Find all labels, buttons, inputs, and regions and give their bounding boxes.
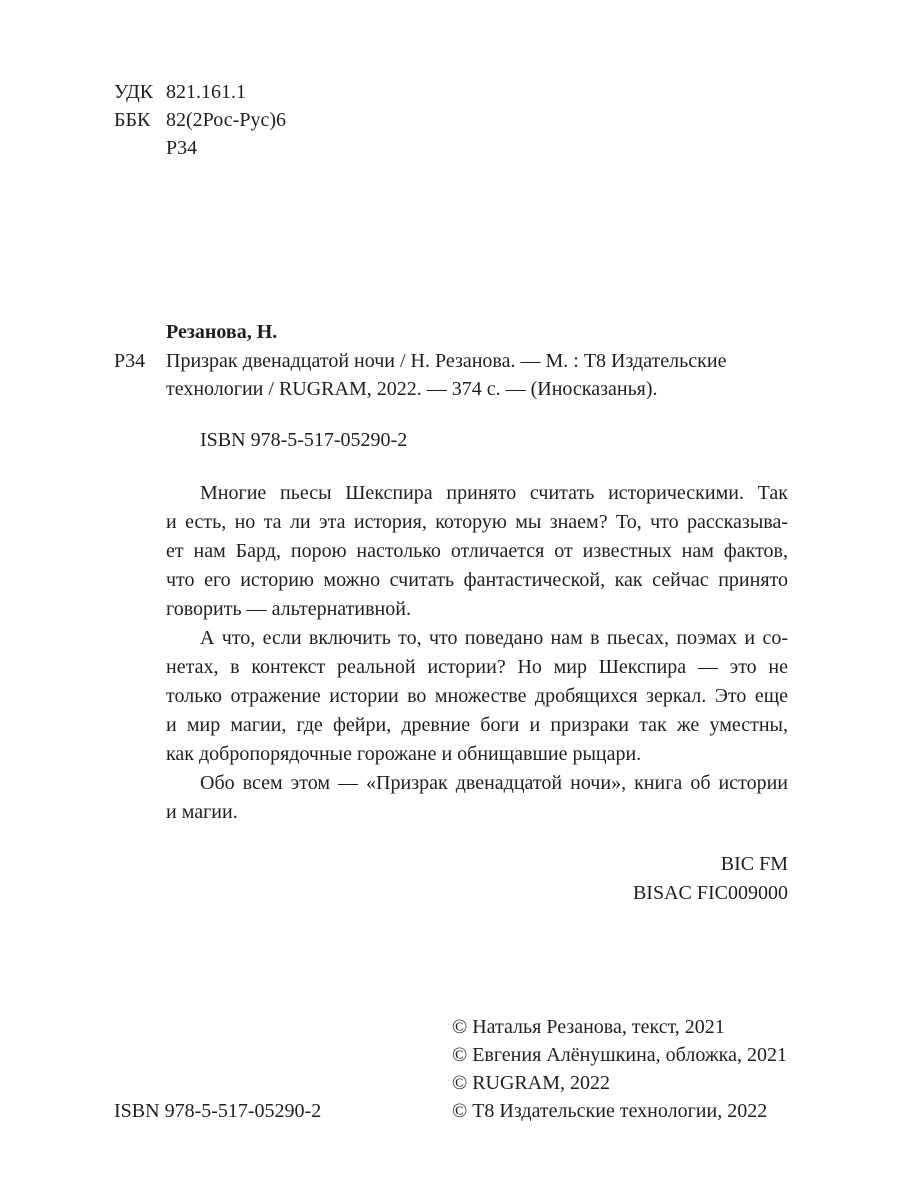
udk-label: УДК	[114, 81, 154, 103]
annotation-line: ет нам Бард, порою настолько отличается от известных нам фактов,	[166, 540, 788, 562]
annotation	[166, 479, 788, 827]
annotation-line: и мир магии, где фейри, древние боги и призраки так же уместны,	[166, 714, 788, 736]
annotation-line: как добропорядочные горожане и обнищавшие рыцари.	[166, 743, 642, 765]
bibliographic-description	[166, 347, 788, 403]
author-code-side: Р34	[114, 350, 146, 372]
annotation-line: только отражение истории во множестве дробящихся зеркал. Это еще	[166, 685, 788, 707]
annotation-line: что его историю можно считать фантастической, как сейчас принято	[166, 569, 788, 591]
annotation-line: нетах, в контекст реальной истории? Но мир Шекспира — это не	[166, 656, 788, 678]
bib-line: Призрак двенадцатой ночи / Н. Резанова. — М. : Т8 Издательские	[166, 350, 727, 372]
author-code-top: Р34	[166, 137, 198, 159]
copyright-line: © Т8 Издательские технологии, 2022	[452, 1100, 768, 1122]
isbn-record: ISBN 978-5-517-05290-2	[200, 429, 408, 451]
udk-value: 821.161.1	[166, 81, 246, 103]
copyright-line: © RUGRAM, 2022	[452, 1072, 610, 1094]
bic-code: BIC FM	[720, 853, 788, 875]
bib-line: технологии / RUGRAM, 2022. — 374 с. — (Иносказанья).	[166, 378, 658, 400]
annotation-line: Многие пьесы Шекспира принято считать историческими. Так	[200, 482, 788, 504]
bbk-label: ББК	[114, 109, 151, 131]
author-name: Резанова, Н.	[166, 321, 278, 343]
copyright-line: © Наталья Резанова, текст, 2021	[452, 1016, 725, 1038]
isbn-bottom: ISBN 978-5-517-05290-2	[114, 1100, 322, 1122]
annotation-line: и магии.	[166, 801, 238, 823]
annotation-line: и есть, но та ли эта история, которую мы знаем? То, что рассказыва-	[166, 511, 788, 533]
bisac-code: BISAC FIC009000	[632, 882, 788, 904]
annotation-line: Обо всем этом — «Призрак двенадцатой ночи», книга об истории	[200, 772, 788, 794]
copyright-line: © Евгения Алёнушкина, обложка, 2021	[452, 1044, 787, 1066]
annotation-line: А что, если включить то, что поведано нам в пьесах, поэмах и со-	[200, 627, 788, 649]
subject-codes	[633, 850, 788, 908]
copyright-block	[452, 1013, 787, 1125]
annotation-line: говорить — альтернативной.	[166, 598, 411, 620]
bbk-value: 82(2Рос-Рус)6	[166, 109, 286, 131]
